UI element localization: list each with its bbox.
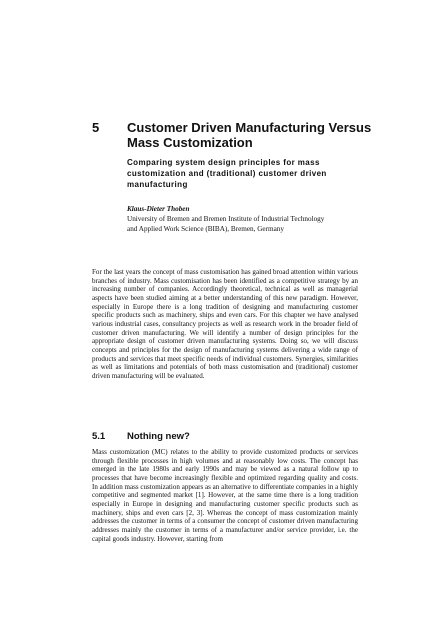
author-affiliation-line-2: and Applied Work Science (BIBA), Bremen, Germany [127, 224, 284, 233]
author-name: Klaus-Dieter Thoben [127, 205, 190, 213]
chapter-title: Customer Driven Manufacturing Versus Mass Customization [127, 120, 372, 150]
section-number: 5.1 [92, 431, 106, 442]
author-block [127, 205, 367, 234]
section-title: Nothing new? [127, 431, 190, 442]
author-affiliation-line-1: University of Bremen and Bremen Institute of Industrial Technology [127, 215, 325, 223]
chapter-subtitle: Comparing system design principles for mass customization and (traditional) customer driven manufacturing [127, 158, 327, 189]
section-body-paragraph: Mass customization (MC) relates to the ability to provide customized products or services through flexible processes in high volumes and at reasonably low costs. The concept has emerged in the late 1980s and early 1990s and may be viewed as a natural follow up to processes that have become increasingly flexible and optimized regarding quality and costs. In addition mass customization appears as an alternative to differentiate companies in a highly competitive and segmented market [1]. However, at the same time there is a long tradition especially in Europe in designing and manufacturing customer specific products such as machinery, ships and even cars [2, 3]. Whereas the concept of mass customization mainly addresses the customer in terms of a consumer the concept of customer driven manufacturing addresses mainly the customer in terms of a manufacturer and/or service provider, i.e. the capital goods industry. However, starting from [92, 448, 358, 543]
chapter-number: 5 [92, 120, 100, 135]
abstract-paragraph: For the last years the concept of mass customisation has gained broad attention within various branches of industry. Mass customisation has been identified as a competitive strategy by an increasing number of companies. Accordingly theoretical, technical as well as managerial aspects have been studied aiming at a better understanding of this new paradigm. However, especially in Europe there is a long tradition of designing and manufacturing customer specific products such as machinery, ships and even cars. For this chapter we have analysed various industrial cases, consultancy projects as well as research work in the broader field of customer driven manufacturing. We will identify a number of design principles for the appropriate design of customer driven manufacturing systems. Doing so, we will discuss concepts and principles for the design of manufacturing systems delivering a wide range of products and services that meet specific needs of individual customers. Synergies, similarities as well as limitations and potentials of both mass customisation and (traditional) customer driven manufacturing will be evaluated. [92, 268, 358, 380]
